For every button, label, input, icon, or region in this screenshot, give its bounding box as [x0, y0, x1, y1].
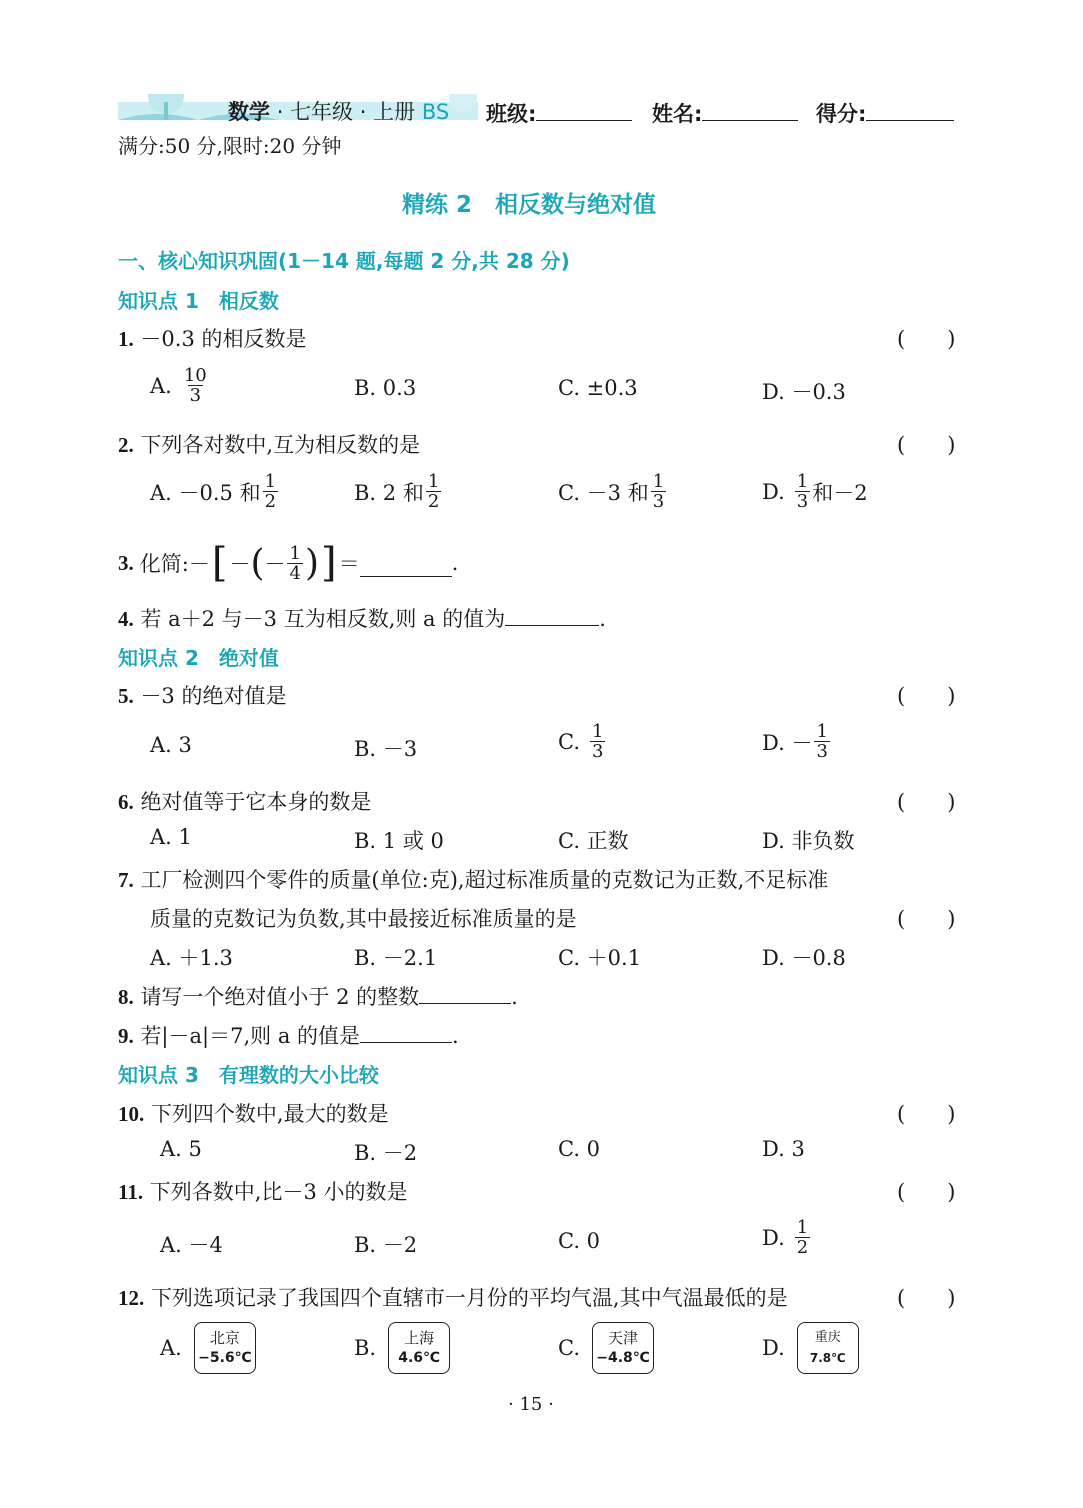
class-blank[interactable]	[536, 120, 632, 121]
option-b[interactable]: B. 2 和 $\frac{1}{2}$	[354, 471, 440, 512]
knowledge-point-3: 知识点 3 有理数的大小比较	[118, 1063, 379, 1087]
option-a[interactable]: A. －0.5 和 $\frac{1}{2}$	[150, 471, 277, 512]
question-3: 3. 化简:－ [ － ( － $\frac{1}{4}$ ) ] ＝ .	[118, 540, 459, 586]
score-blank[interactable]	[866, 120, 954, 121]
city-temp: 7.8℃	[809, 1351, 846, 1365]
book-grade: 七年级	[290, 100, 354, 124]
option-a[interactable]: A. $\frac{10}{3}$	[150, 365, 207, 406]
option-c[interactable]: C. 0	[558, 1229, 601, 1253]
question-text: 若 a＋2 与－3 互为相反数,则 a 的值为	[140, 607, 506, 631]
question-number: 3.	[118, 550, 134, 575]
question-10	[118, 1098, 389, 1128]
option-c[interactable]: C. －3 和 $\frac{1}{3}$	[558, 471, 665, 512]
option-a[interactable]: A. 1	[150, 825, 192, 849]
city-temperature-card	[388, 1322, 450, 1374]
option-c[interactable]: C. ＋0.1	[558, 946, 642, 970]
option-d[interactable]: D. $\frac{1}{3}$ 和－2	[762, 471, 868, 512]
question-text: 下列四个数中,最大的数是	[150, 1102, 389, 1126]
score-field	[816, 98, 954, 128]
city-temp: −4.8℃	[596, 1350, 650, 1366]
city-name: 重庆	[814, 1330, 841, 1345]
answer-paren[interactable]: ( )	[897, 907, 956, 931]
option-a[interactable]: A. 北京 −5.6℃	[160, 1322, 256, 1374]
question-number: 2.	[118, 433, 134, 457]
question-8: 8. 请写一个绝对值小于 2 的整数 .	[118, 981, 518, 1011]
option-b[interactable]: B. －2.1	[354, 946, 438, 970]
option-d[interactable]: D. －0.8	[762, 946, 846, 970]
question-number: 10.	[118, 1102, 145, 1126]
city-name: 上海	[404, 1329, 435, 1347]
option-a[interactable]: A. 5	[160, 1137, 202, 1161]
question-text: 绝对值等于它本身的数是	[140, 790, 372, 814]
fraction: $\frac{1}{3}$	[796, 471, 809, 512]
question-text: 请写一个绝对值小于 2 的整数	[140, 985, 420, 1009]
question-number: 8.	[118, 985, 134, 1009]
question-number: 9.	[118, 1024, 134, 1048]
question-text: 下列各对数中,互为相反数的是	[140, 433, 421, 457]
option-a[interactable]: A. 3	[150, 733, 192, 757]
question-text: 工厂检测四个零件的质量(单位:克),超过标准质量的克数记为正数,不足标准	[140, 868, 829, 892]
option-a[interactable]: A. ＋1.3	[150, 946, 233, 970]
question-number: 4.	[118, 607, 134, 631]
option-d[interactable]: D. $\frac{1}{2}$	[762, 1217, 809, 1258]
question-text: 化简:－	[139, 552, 210, 576]
city-name: 天津	[607, 1329, 638, 1347]
city-temperature-card	[194, 1322, 256, 1374]
fraction: $\frac{1}{2}$	[796, 1217, 809, 1258]
score-label: 得分:	[816, 102, 867, 126]
book-title: 数学 · 七年级 · 上册 BS	[228, 100, 450, 124]
fraction: $\frac{1}{2}$	[264, 471, 277, 512]
option-c[interactable]: C. $\frac{1}{3}$	[558, 721, 604, 762]
city-name: 北京	[209, 1329, 240, 1347]
question-text: 若|－a|＝7,则 a 的值是	[140, 1024, 361, 1048]
option-b[interactable]: B. 上海 4.6℃	[354, 1322, 450, 1374]
question-4: 4. 若 a＋2 与－3 互为相反数,则 a 的值为 .	[118, 603, 606, 633]
page-title: 精练 2 相反数与绝对值	[402, 192, 657, 218]
answer-paren[interactable]: ( )	[897, 1102, 956, 1126]
option-c[interactable]: C. 天津 −4.8℃	[558, 1322, 654, 1374]
city-temperature-card	[592, 1322, 654, 1374]
option-d[interactable]: D. － $\frac{1}{3}$	[762, 721, 828, 762]
name-field	[652, 98, 798, 128]
answer-paren[interactable]: ( )	[897, 1286, 956, 1310]
option-d[interactable]: D. －0.3	[762, 380, 846, 404]
question-number: 5.	[118, 684, 134, 708]
question-9: 9. 若|－a|＝7,则 a 的值是 .	[118, 1020, 459, 1050]
option-b[interactable]: B. －2	[354, 1233, 418, 1257]
knowledge-point-2: 知识点 2 绝对值	[118, 646, 279, 670]
answer-paren[interactable]: ( )	[897, 1180, 956, 1204]
question-number: 11.	[118, 1180, 144, 1204]
question-2	[118, 429, 420, 459]
option-a[interactable]: A. －4	[160, 1233, 223, 1257]
fraction: $\frac{10}{3}$	[183, 365, 207, 406]
question-number: 12.	[118, 1286, 145, 1310]
fraction: $\frac{1}{3}$	[592, 721, 604, 762]
fraction: $\frac{1}{3}$	[816, 721, 828, 762]
city-temp: −5.6℃	[198, 1350, 252, 1366]
answer-blank[interactable]	[360, 550, 452, 577]
option-d[interactable]: D. 非负数	[762, 829, 855, 853]
page-number: · 15 ·	[508, 1394, 554, 1415]
option-c[interactable]: C. ±0.3	[558, 376, 638, 400]
exam-meta: 满分:50 分,限时:20 分钟	[118, 134, 342, 158]
answer-paren[interactable]: ( )	[897, 684, 956, 708]
question-number: 6.	[118, 790, 134, 814]
question-11	[118, 1176, 408, 1206]
option-c[interactable]: C. 0	[558, 1137, 601, 1161]
answer-paren[interactable]: ( )	[897, 433, 956, 457]
fraction: $\frac{1}{2}$	[427, 471, 440, 512]
edition-badge: BS	[421, 100, 450, 124]
section-heading: 一、核心知识巩固(1－14 题,每题 2 分,共 28 分)	[118, 249, 570, 273]
answer-blank[interactable]	[419, 981, 511, 1004]
question-text: －0.3 的相反数是	[140, 327, 307, 351]
answer-paren[interactable]: ( )	[897, 327, 956, 351]
answer-paren[interactable]: ( )	[897, 790, 956, 814]
option-b[interactable]: B. 0.3	[354, 376, 417, 400]
option-b[interactable]: B. 1 或 0	[354, 829, 444, 853]
fraction: $\frac{1}{3}$	[652, 471, 665, 512]
option-b[interactable]: B. －2	[354, 1141, 418, 1165]
question-1	[118, 323, 307, 353]
knowledge-point-1: 知识点 1 相反数	[118, 289, 279, 313]
name-blank[interactable]	[702, 120, 798, 121]
question-number: 1.	[118, 327, 134, 351]
question-7	[118, 864, 828, 894]
question-5	[118, 680, 286, 710]
question-6	[118, 786, 371, 816]
answer-blank[interactable]	[505, 603, 599, 626]
book-volume: 上册	[373, 100, 416, 124]
question-number: 7.	[118, 868, 134, 892]
city-temperature-card	[797, 1322, 859, 1374]
book-subject: 数学	[228, 100, 270, 124]
city-temp: 4.6℃	[398, 1350, 440, 1366]
question-text: 下列各数中,比－3 小的数是	[149, 1180, 408, 1204]
option-d[interactable]: D. 3	[762, 1137, 805, 1161]
question-text: 下列选项记录了我国四个直辖市一月份的平均气温,其中气温最低的是	[150, 1286, 788, 1310]
option-c[interactable]: C. 正数	[558, 829, 629, 853]
question-7-line2: 质量的克数记为负数,其中最接近标准质量的是	[150, 907, 577, 931]
question-12	[118, 1282, 788, 1312]
option-d[interactable]: D. 重庆 7.8℃	[762, 1322, 859, 1374]
question-text: －3 的绝对值是	[140, 684, 287, 708]
class-field	[486, 98, 632, 128]
option-b[interactable]: B. －3	[354, 737, 418, 761]
fraction: $\frac{1}{4}$	[289, 542, 301, 584]
class-label: 班级:	[486, 102, 537, 126]
name-label: 姓名:	[652, 102, 703, 126]
answer-blank[interactable]	[360, 1020, 452, 1043]
